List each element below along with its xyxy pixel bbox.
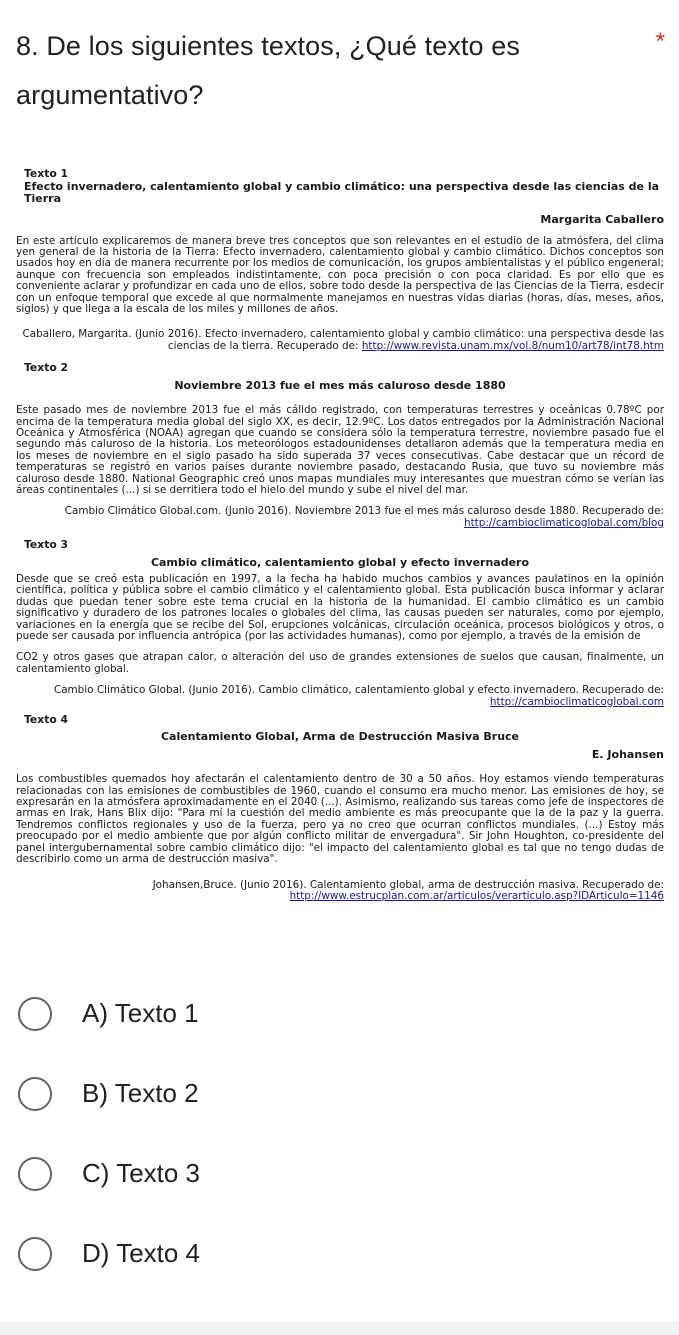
texto4-label: Texto 4	[24, 713, 69, 727]
texto1-title: Efecto invernadero, calentamiento global y cambio climático: una perspectiva desde las ciencias de la Tierra	[24, 180, 660, 205]
option-a[interactable]	[0, 985, 679, 1049]
texto4-reference	[16, 880, 664, 903]
radio-button-a[interactable]	[18, 997, 52, 1031]
texto3-body: Desde que se creó esta publicación en 1997, a la fecha ha habido muchos cambios y avances paulatinos en la opinión científica, política y pública sobre el cambio climático y el calentamiento global. Esta publicación busca informar y aclarar dudas que puedan tener sobre este tema crucial en la historia de la humanidad. El cambio climático es un cambio significativo y duradero de los patrones locales o globales del clima, las causas pueden ser naturales, como por ejemplo, variaciones en la energía que se recibe del Sol, erupciones volcánicas, circulación oceánica, procesos biológicos y otros, o puede ser causada por influencia antrópica (por las actividades humanas), como por ejemplo, a través de la emisión de	[16, 572, 664, 642]
texto1-link[interactable]: http://www.revista.unam.mx/vol.8/num10/art78/int78.htm	[361, 339, 664, 352]
texto2-reference	[16, 506, 664, 529]
radio-button-b[interactable]	[18, 1077, 52, 1111]
question-title: 8. De los siguientes textos, ¿Qué texto es argumentativo?	[16, 31, 520, 110]
texto3-label: Texto 3	[24, 538, 69, 552]
texto3-ref-text: Cambio Climático Global. (Junio 2016). Cambio climático, calentamiento global y efecto invernadero. Recuperado de:	[53, 684, 664, 697]
texto4-link[interactable]: http://www.estrucplan.com.ar/articulos/verarticulo.asp?IDArticulo=1146	[289, 889, 664, 902]
bottom-divider	[0, 1322, 679, 1335]
texto2-body: Este pasado mes de noviembre 2013 fue el más cálido registrado, con temperaturas terrestres y oceánicas 0.78ºC por encima de la temperatura media global del siglo XX, es decir, 12.9ºC. Los datos entregados por la Administración Nacional Oceánica y Atmosférica (NOAA) agregan que cuando se considera sólo la temperatura terrestre, noviembre pasado fue el segundo más caluroso de la historia. Los meteorólogos estadounidenses detallaron además que la temperatura media en los meses de noviembre en el siglo pasado ha sido superada 37 veces consecutivas. Cabe destacar que un récord de temperaturas se registró en varios países durante noviembre pasado, destacando Rusia, que tuvo su noviembre más caluroso desde 1880. National Geographic creó unos mapas mundiales muy interesantes que muestran cómo se verían las áreas continentales (...) si se derritiera todo el hielo del mundo y sube el nivel del mar.	[16, 404, 664, 496]
texto1-author: Margarita Caballero	[540, 213, 664, 227]
option-d-label[interactable]: D) Texto 4	[82, 1238, 201, 1268]
texto4-title: Calentamiento Global, Arma de Destrucción Masiva Bruce	[160, 730, 520, 744]
texto3-title: Cambio climático, calentamiento global y efecto invernadero	[150, 555, 530, 569]
texto3-body-continued: CO2 y otros gases que atrapan calor, o alteración del uso de grandes extensiones de suelos que causan, finalmente, un calentamiento global.	[16, 651, 664, 675]
texto2-ref-text: Cambio Climático Global.com. (Junio 2016). Noviembre 2013 fue el mes más caluroso desde 1880. Recuperado de:	[64, 505, 664, 518]
texto1-ref-text: Caballero, Margarita. (Junio 2016). Efecto invernadero, calentamiento global y cambio climático: una perspectiva desde las ciencias de la tierra. Recuperado de:	[22, 328, 664, 352]
option-b[interactable]	[0, 1065, 679, 1129]
texto4-ref-text: Johansen,Bruce. (Junio 2016). Calentamiento global, arma de destrucción masiva. Recuperado de:	[152, 878, 664, 891]
texto3-reference	[16, 685, 664, 708]
option-d[interactable]	[0, 1225, 679, 1289]
option-c-label[interactable]: C) Texto 3	[82, 1158, 201, 1188]
option-a-label[interactable]: A) Texto 1	[82, 998, 199, 1028]
radio-button-c[interactable]	[18, 1157, 52, 1191]
option-c[interactable]	[0, 1145, 679, 1209]
texto2-link[interactable]: http://cambioclimaticoglobal.com/blog	[464, 516, 664, 529]
texto4-body: Los combustibles quemados hoy afectarán el calentamiento dentro de 30 a 50 años. Hoy estamos viendo temperaturas relacionadas con las emisiones de combustibles de 1960, cuando el consumo era mucho menor. Las emisiones de hoy, se expresarán en la atmósfera aproximadamente en el 2040 (...). Asimismo, realizando sus tareas como jefe de inspectores de armas en Irak, Hans Blix dijo: "Para mí la cuestión del medio ambiente es más preocupante que la de la paz y la guerra. Tendremos conflictos regionales y uso de la fuerza, pero ya no creo que ocurran conflictos mundiales. (...) Estoy más preocupado por el medio ambiente que por algún conflicto militar de envergadura". Sir John Houghton, co-presidente del panel intergubernamental sobre cambio climático dijo: "el impacto del calentamiento global es tal que no tengo dudas de describirlo como un arma de destrucción masiva".	[16, 773, 664, 866]
texto2-label: Texto 2	[24, 361, 69, 375]
texto4-author: E. Johansen	[591, 747, 664, 761]
document-image	[16, 168, 664, 968]
texto3-link[interactable]: http://cambioclimaticoglobal.com	[489, 695, 664, 708]
texto1-body: En este artículo explicaremos de manera breve tres conceptos que son relevantes en el estudio de la atmósfera, del clima yen general de la historia de la Tierra: Efecto invernadero, calentamiento global y cambio climático. Dichos conceptos son usados hoy en día de manera recurrente por los medios de comunicación, los grupos ambientalistas y el público engeneral; aunque con frecuencia son empleados indistintamente, con poca precisión o con poca claridad. Es por ello que es conveniente aclarar y profundizar en cada uno de ellos, sobre todo desde la perspectiva de las Ciencias de la Tierra, esdecir con un enfoque temporal que excede al que normalmente manejamos en nuestras vidas diarias (horas, días, meses, años, siglos) y que llega a la escala de los miles y millones de años.	[16, 234, 664, 316]
option-b-label[interactable]: B) Texto 2	[82, 1078, 199, 1108]
texto2-title: Noviembre 2013 fue el mes más caluroso desde 1880	[174, 378, 506, 392]
radio-button-d[interactable]	[18, 1237, 52, 1271]
texto1-label: Texto 1	[24, 167, 69, 180]
required-mark: *	[655, 28, 665, 55]
texto1-reference	[16, 329, 664, 352]
